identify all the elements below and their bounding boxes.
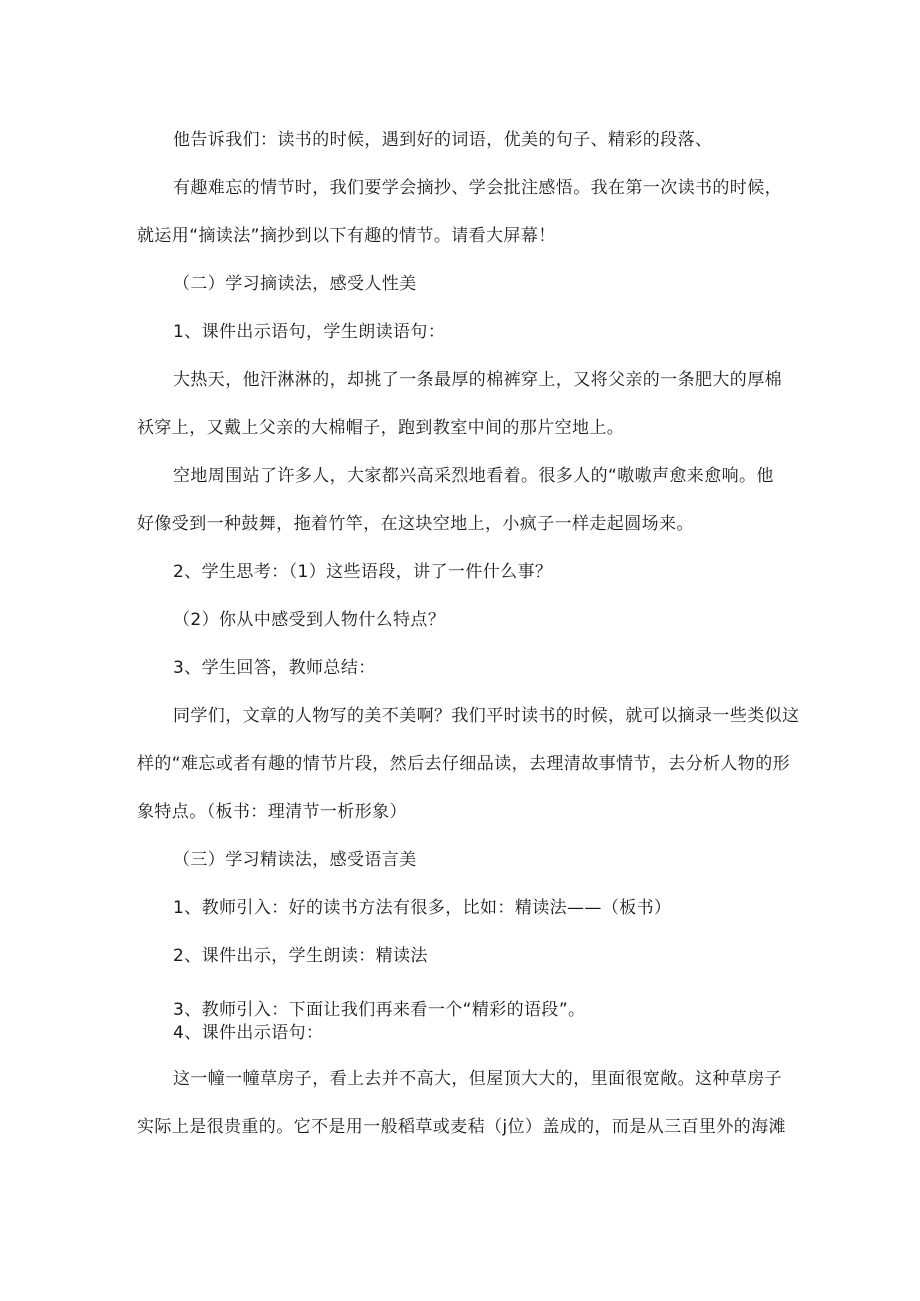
paragraph-line: 空地周围站了许多人，大家都兴高采烈地看着。很多人的“嗷嗷声愈来愈响。他 xyxy=(173,466,774,486)
list-item: 3、学生回答，教师总结： xyxy=(173,658,376,678)
paragraph-line: 象特点。（板书：理清节一析形象） xyxy=(137,802,407,822)
paragraph-line: 就运用“摘读法”摘抄到以下有趣的情节。请看大屏幕！ xyxy=(137,226,556,246)
list-item: 2、学生思考：（1）这些语段，讲了一件什么事？ xyxy=(173,562,553,582)
list-item: 2、课件出示，学生朗读：精读法 xyxy=(173,946,428,966)
list-item: （2）你从中感受到人物什么特点？ xyxy=(173,610,446,630)
paragraph-line: 大热天，他汗淋淋的，却挑了一条最厚的棉裤穿上，又将父亲的一条肥大的厚棉 xyxy=(173,370,782,390)
list-item: 4、课件出示语句： xyxy=(173,1023,324,1043)
paragraph-line: 样的“难忘或者有趣的情节片段，然后去仔细品读，去理清故事情节，去分析人物的形 xyxy=(137,754,791,774)
section-heading: （三）学习精读法，感受语言美 xyxy=(173,850,417,870)
list-item: 3、教师引入：下面让我们再来看一个“精彩的语段”。 xyxy=(173,1000,586,1020)
list-item: 1、教师引入：好的读书方法有很多，比如：精读法——（板书） xyxy=(173,898,672,918)
paragraph-line: 他告诉我们：读书的时候，遇到好的词语，优美的句子、精彩的段落、 xyxy=(173,130,713,150)
paragraph-line: 有趣难忘的情节时，我们要学会摘抄、学会批注感悟。我在第一次读书的时候， xyxy=(173,178,782,198)
paragraph-line: 这一幢一幢草房子，看上去并不高大，但屋顶大大的，里面很宽敞。这种草房子 xyxy=(173,1069,782,1089)
paragraph-line: 同学们，文章的人物写的美不美啊？我们平时读书的时候，就可以摘录一些类似这 xyxy=(173,706,800,726)
section-heading: （二）学习摘读法，感受人性美 xyxy=(173,274,417,294)
list-item: 1、课件出示语句，学生朗读语句： xyxy=(173,322,446,342)
paragraph-line: 实际上是很贵重的。它不是用一般稻草或麦秸（j位）盖成的，而是从三百里外的海滩 xyxy=(137,1117,786,1137)
paragraph-line: 好像受到一种鼓舞，拖着竹竿，在这块空地上，小疯子一样走起圆场来。 xyxy=(137,514,694,534)
paragraph-line: 袄穿上，又戴上父亲的大棉帽子，跑到教室中间的那片空地上。 xyxy=(137,418,625,438)
